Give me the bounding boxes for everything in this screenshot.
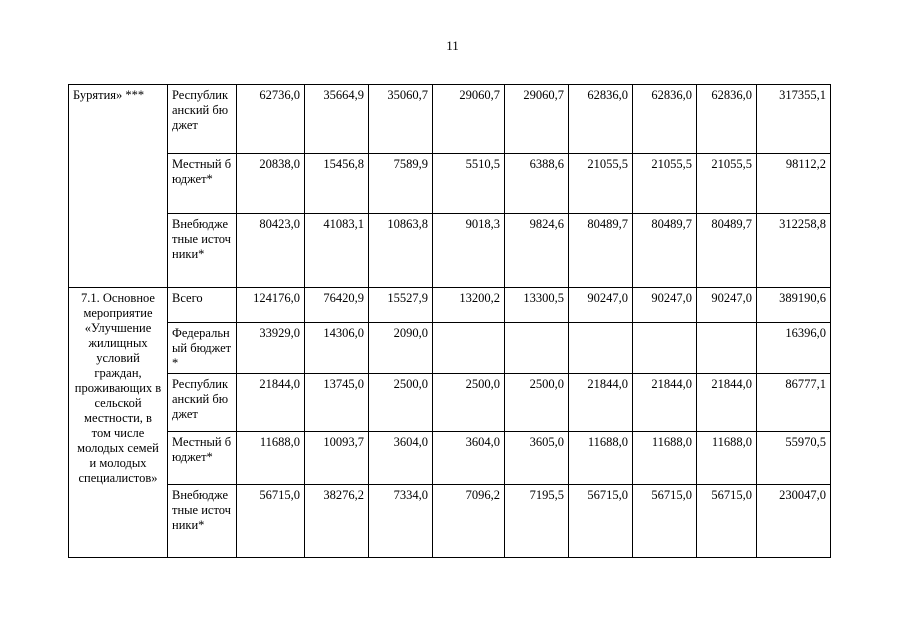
value-cell [433,323,505,374]
value-cell: 11688,0 [569,432,633,485]
value-cell [569,323,633,374]
value-cell: 3604,0 [369,432,433,485]
value-cell: 317355,1 [757,85,831,154]
value-cell: 15456,8 [305,154,369,214]
value-cell: 124176,0 [237,288,305,323]
value-cell: 29060,7 [433,85,505,154]
table-row [69,214,831,288]
value-cell: 80489,7 [633,214,697,288]
value-cell: 56715,0 [697,485,757,558]
table-row [69,374,831,432]
value-cell: 90247,0 [633,288,697,323]
value-cell: 7195,5 [505,485,569,558]
value-cell: 2090,0 [369,323,433,374]
value-cell: 13300,5 [505,288,569,323]
value-cell: 80423,0 [237,214,305,288]
value-cell: 9824,6 [505,214,569,288]
value-cell: 21055,5 [697,154,757,214]
funding-source-cell: Федеральный бюджет * [168,323,237,374]
table-row [69,323,831,374]
value-cell: 13200,2 [433,288,505,323]
value-cell: 20838,0 [237,154,305,214]
value-cell: 2500,0 [505,374,569,432]
value-cell: 6388,6 [505,154,569,214]
value-cell: 11688,0 [697,432,757,485]
value-cell: 21844,0 [237,374,305,432]
value-cell: 90247,0 [569,288,633,323]
funding-source-cell: Местный бюджет* [168,432,237,485]
table-row [69,154,831,214]
value-cell: 10863,8 [369,214,433,288]
value-cell: 80489,7 [697,214,757,288]
value-cell: 2500,0 [369,374,433,432]
table-row [69,288,831,323]
value-cell: 98112,2 [757,154,831,214]
page-number: 11 [446,38,459,53]
value-cell: 35664,9 [305,85,369,154]
value-cell: 13745,0 [305,374,369,432]
value-cell: 312258,8 [757,214,831,288]
value-cell: 389190,6 [757,288,831,323]
value-cell: 21844,0 [569,374,633,432]
value-cell: 62836,0 [569,85,633,154]
funding-source-cell: Внебюджетные источники* [168,214,237,288]
value-cell: 11688,0 [633,432,697,485]
value-cell: 41083,1 [305,214,369,288]
value-cell: 90247,0 [697,288,757,323]
value-cell: 62736,0 [237,85,305,154]
funding-source-cell: Местный бюджет* [168,154,237,214]
value-cell: 9018,3 [433,214,505,288]
value-cell [633,323,697,374]
value-cell: 21844,0 [633,374,697,432]
value-cell: 7096,2 [433,485,505,558]
funding-source-cell: Республиканский бюджет [168,85,237,154]
value-cell: 76420,9 [305,288,369,323]
value-cell: 11688,0 [237,432,305,485]
funding-source-cell: Республиканский бюджет [168,374,237,432]
value-cell: 55970,5 [757,432,831,485]
program-name-cell: 7.1. Основное мероприятие «Улучшение жилищных условий граждан, проживающих в сельской местности, в том числе молодых семей и молодых специалистов» [69,288,168,558]
value-cell: 3604,0 [433,432,505,485]
value-cell: 33929,0 [237,323,305,374]
value-cell: 10093,7 [305,432,369,485]
value-cell: 5510,5 [433,154,505,214]
value-cell: 21055,5 [569,154,633,214]
value-cell: 56715,0 [633,485,697,558]
value-cell: 62836,0 [697,85,757,154]
value-cell: 21055,5 [633,154,697,214]
funding-source-cell: Внебюджетные источники* [168,485,237,558]
value-cell: 14306,0 [305,323,369,374]
value-cell: 56715,0 [569,485,633,558]
value-cell: 86777,1 [757,374,831,432]
value-cell: 7589,9 [369,154,433,214]
table-row [69,432,831,485]
value-cell: 15527,9 [369,288,433,323]
value-cell: 21844,0 [697,374,757,432]
table-body [69,85,831,558]
value-cell: 38276,2 [305,485,369,558]
value-cell [505,323,569,374]
value-cell: 29060,7 [505,85,569,154]
program-name-cell: Бурятия» *** [69,85,168,288]
value-cell: 62836,0 [633,85,697,154]
value-cell [697,323,757,374]
value-cell: 230047,0 [757,485,831,558]
value-cell: 3605,0 [505,432,569,485]
value-cell: 16396,0 [757,323,831,374]
value-cell: 56715,0 [237,485,305,558]
budget-table [68,84,831,558]
value-cell: 2500,0 [433,374,505,432]
value-cell: 35060,7 [369,85,433,154]
value-cell: 80489,7 [569,214,633,288]
funding-source-cell: Всего [168,288,237,323]
table-row [69,85,831,154]
value-cell: 7334,0 [369,485,433,558]
table-row [69,485,831,558]
